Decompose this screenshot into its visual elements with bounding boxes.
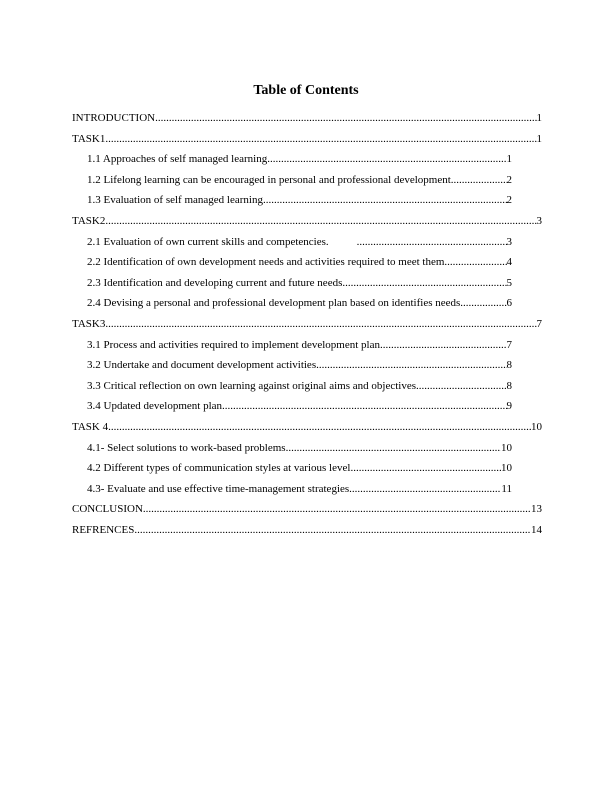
toc-leader bbox=[155, 111, 536, 125]
toc-entry-label: 2.2 Identification of own development needs and activities required to meet them bbox=[87, 256, 445, 268]
toc-entry-page: 1 bbox=[506, 153, 512, 165]
toc-entry[interactable] bbox=[87, 173, 512, 187]
toc-entry-page: 11 bbox=[501, 483, 512, 495]
toc-entry[interactable] bbox=[87, 255, 512, 269]
toc-entry-label: 1.3 Evaluation of self managed learning bbox=[87, 194, 263, 206]
toc-entry-label: REFRENCES bbox=[72, 524, 135, 536]
toc-leader bbox=[357, 235, 507, 249]
toc-entry[interactable] bbox=[87, 482, 512, 496]
toc-entry[interactable] bbox=[87, 461, 512, 475]
toc-entry[interactable] bbox=[87, 276, 512, 290]
toc-entry-page: 7 bbox=[536, 318, 542, 330]
toc-entry-label: 2.1 Evaluation of own current skills and competencies. bbox=[87, 236, 329, 248]
toc-entry-label: 3.1 Process and activities required to implement development plan bbox=[87, 339, 380, 351]
toc-leader bbox=[451, 173, 507, 187]
toc-entry-label: 2.3 Identification and developing current and future needs bbox=[87, 277, 343, 289]
toc-entry[interactable] bbox=[72, 420, 542, 434]
toc-entry[interactable] bbox=[87, 296, 512, 310]
toc-entry[interactable] bbox=[87, 399, 512, 413]
toc-entry-page: 8 bbox=[506, 380, 512, 392]
toc-entry[interactable] bbox=[72, 317, 542, 331]
toc-leader bbox=[460, 296, 506, 310]
toc-entry[interactable] bbox=[87, 338, 512, 352]
toc-leader bbox=[444, 255, 506, 269]
toc-leader bbox=[134, 523, 531, 537]
toc-entry[interactable] bbox=[87, 193, 512, 207]
toc-entry[interactable] bbox=[87, 358, 512, 372]
toc-leader bbox=[143, 502, 531, 516]
toc-entry-label: 3.4 Updated development plan bbox=[87, 400, 223, 412]
toc-entry-label: 3.2 Undertake and document development activities bbox=[87, 359, 317, 371]
toc-entry-page: 14 bbox=[531, 524, 542, 536]
toc-entry-label: 1.1 Approaches of self managed learning bbox=[87, 153, 268, 165]
toc-entry[interactable] bbox=[87, 441, 512, 455]
toc-entry-label: TASK1 bbox=[72, 133, 106, 145]
toc-entry-page: 10 bbox=[501, 462, 512, 474]
toc-leader bbox=[105, 317, 536, 331]
toc-entry[interactable] bbox=[72, 214, 542, 228]
toc-entry-page: 7 bbox=[506, 339, 512, 351]
toc-entry-label: 3.3 Critical reflection on own learning against original aims and objectives bbox=[87, 380, 416, 392]
toc-entry-label: INTRODUCTION bbox=[72, 112, 156, 124]
toc-entry[interactable] bbox=[72, 523, 542, 537]
toc-entry-label: TASK 4 bbox=[72, 421, 109, 433]
toc-leader bbox=[342, 276, 506, 290]
toc-entry-label: TASK2 bbox=[72, 215, 106, 227]
toc-entry[interactable] bbox=[87, 379, 512, 393]
toc-leader bbox=[222, 399, 506, 413]
toc-leader bbox=[105, 214, 536, 228]
toc-entry-page: 3 bbox=[506, 236, 512, 248]
toc-entry-page: 2 bbox=[506, 194, 512, 206]
toc-entry-page: 10 bbox=[501, 442, 512, 454]
toc-leader bbox=[349, 482, 501, 496]
toc-entry-label: 4.3- Evaluate and use effective time-management strategies bbox=[87, 483, 350, 495]
toc-entry-page: 1 bbox=[536, 133, 542, 145]
toc-entry-page: 2 bbox=[506, 174, 512, 186]
toc-entry[interactable] bbox=[72, 111, 542, 125]
toc-leader bbox=[267, 152, 506, 166]
toc-leader bbox=[263, 193, 507, 207]
toc-leader bbox=[350, 461, 501, 475]
toc-entry-label: 1.2 Lifelong learning can be encouraged in personal and professional development bbox=[87, 174, 451, 186]
toc-entry-page: 13 bbox=[531, 503, 542, 515]
toc-title: Table of Contents bbox=[253, 83, 359, 98]
toc-entry-page: 6 bbox=[506, 297, 512, 309]
toc-entry-label: 2.4 Devising a personal and professional development plan based on identifies needs bbox=[87, 297, 461, 309]
toc-entry[interactable] bbox=[72, 502, 542, 516]
toc-entry-page: 5 bbox=[506, 277, 512, 289]
toc-entry-label: 4.2 Different types of communication styles at various level bbox=[87, 462, 351, 474]
toc-entry-page: 4 bbox=[506, 256, 512, 268]
toc-leader bbox=[286, 441, 501, 455]
toc-entry[interactable] bbox=[87, 235, 512, 249]
toc-leader bbox=[416, 379, 507, 393]
toc-entry-page: 10 bbox=[531, 421, 542, 433]
toc-leader bbox=[316, 358, 506, 372]
toc-leader bbox=[105, 132, 536, 146]
toc-leader bbox=[108, 420, 531, 434]
toc-entry-label: CONCLUSION bbox=[72, 503, 143, 515]
toc-entry-page: 8 bbox=[506, 359, 512, 371]
toc-entry-page: 9 bbox=[506, 400, 512, 412]
toc-entry-label: TASK3 bbox=[72, 318, 106, 330]
toc-entry[interactable] bbox=[72, 132, 542, 146]
toc-leader bbox=[380, 338, 507, 352]
toc-entry-page: 1 bbox=[536, 112, 542, 124]
toc-entry[interactable] bbox=[87, 152, 512, 166]
toc-entry-page: 3 bbox=[536, 215, 542, 227]
toc-entry-label: 4.1- Select solutions to work-based problems bbox=[87, 442, 286, 454]
